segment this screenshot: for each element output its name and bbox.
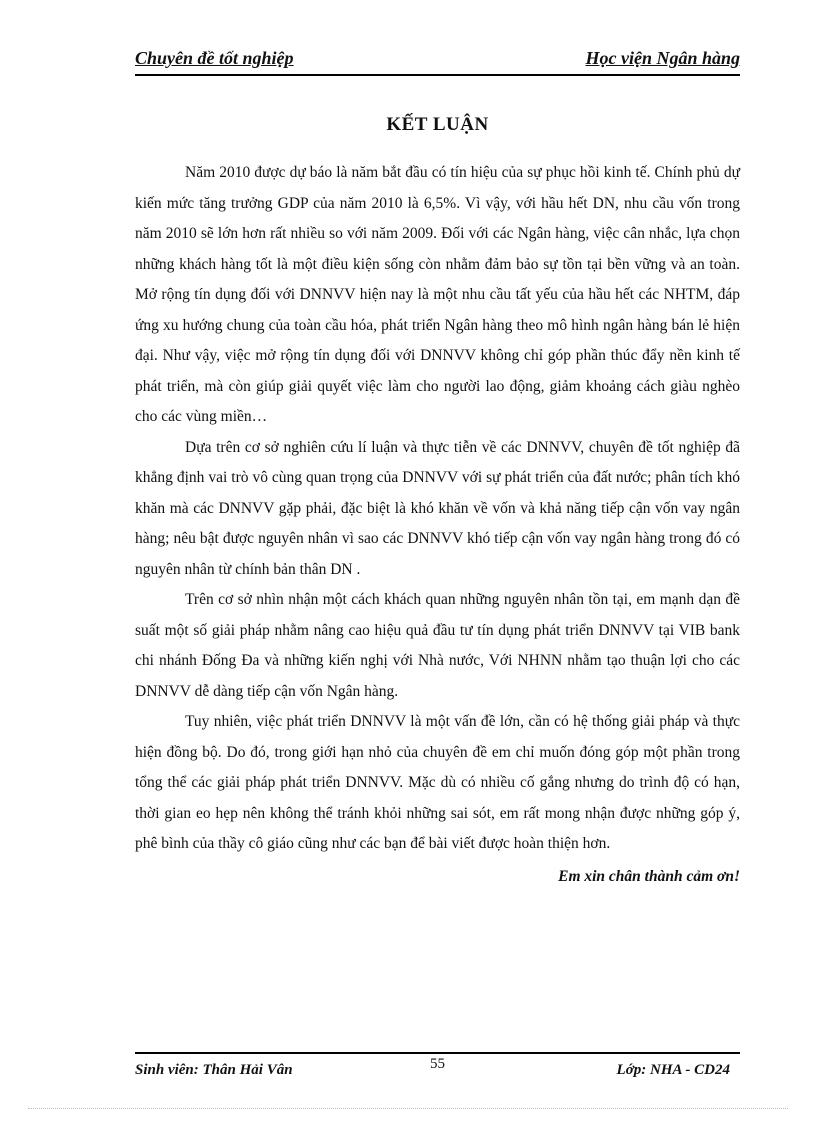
page-edge-divider — [28, 1108, 788, 1109]
paragraph-3: Trên cơ sở nhìn nhận một cách khách quan những nguyên nhân tồn tại, em mạnh dạn đề suất một số giải pháp nhằm nâng cao hiệu quả đầu tư tín dụng phát triển DNNVV tại VIB bank chi nhánh Đống Đa và những kiến nghị với Nhà nước, Với NHNN nhằm tạo thuận lợi cho các DNNVV dễ dàng tiếp cận vốn Ngân hàng. — [135, 591, 740, 700]
signoff: Em xin chân thành cảm ơn! — [558, 867, 740, 885]
header-institution: Học viện Ngân hàng — [585, 48, 740, 68]
body-text — [135, 158, 740, 892]
page-footer — [135, 1052, 740, 1082]
footer-class: Lớp: NHA - CD24 — [616, 1062, 730, 1078]
header-document-type: Chuyên đề tốt nghiệp — [135, 48, 294, 68]
page-header — [135, 48, 740, 76]
footer-student: Sinh viên: Thân Hải Vân — [135, 1062, 293, 1078]
paragraph-4: Tuy nhiên, việc phát triển DNNVV là một vấn đề lớn, cần có hệ thống giải pháp và thực hiện đồng bộ. Do đó, trong giới hạn nhỏ của chuyên đề em chỉ muốn đóng góp một phần trong tổng thể các giải pháp phát triển DNNVV. Mặc dù có nhiều cố gắng nhưng do trình độ có hạn, thời gian eo hẹp nên không thể tránh khỏi những sai sót, em rất mong nhận được những góp ý, phê bình của thầy cô giáo cũng như các bạn để bài viết được hoàn thiện hơn. — [135, 713, 740, 852]
page-number: 55 — [430, 1056, 445, 1072]
page-title: KẾT LUẬN — [386, 114, 489, 135]
paragraph-1: Năm 2010 được dự báo là năm bắt đầu có tín hiệu của sự phục hồi kinh tế. Chính phủ dự kiến mức tăng trưởng GDP của năm 2010 là 6,5%. Vì vậy, với hầu hết DN, nhu cầu vốn trong năm 2010 sẽ lớn hơn rất nhiều so với năm 2009. Đối với các Ngân hàng, việc cân nhắc, lựa chọn những khách hàng tốt là một điều kiện sống còn nhằm đảm bảo sự tồn tại bền vững và an toàn. Mở rộng tín dụng đối với DNNVV hiện nay là một nhu cầu tất yếu của hầu hết các NHTM, đáp ứng xu hướng chung của toàn cầu hóa, phát triển Ngân hàng theo mô hình ngân hàng bán lẻ hiện đại. Như vậy, việc mở rộng tín dụng đối với DNNVV không chỉ góp phần thúc đẩy nền kinh tế phát triển, mà còn giúp giải quyết việc làm cho người lao động, giảm khoảng cách giàu nghèo cho các vùng miền… — [135, 164, 740, 425]
paragraph-2: Dựa trên cơ sở nghiên cứu lí luận và thực tiễn về các DNNVV, chuyên đề tốt nghiệp đã khẳng định vai trò vô cùng quan trọng của DNNVV với sự phát triển của đất nước; phân tích khó khăn mà các DNNVV gặp phải, đặc biệt là khó khăn về vốn và khả năng tiếp cận vốn vay ngân hàng; nêu bật được nguyên nhân vì sao các DNNVV khó tiếp cận vốn vay ngân hàng trong đó có nguyên nhân từ chính bản thân DN . — [135, 438, 740, 578]
